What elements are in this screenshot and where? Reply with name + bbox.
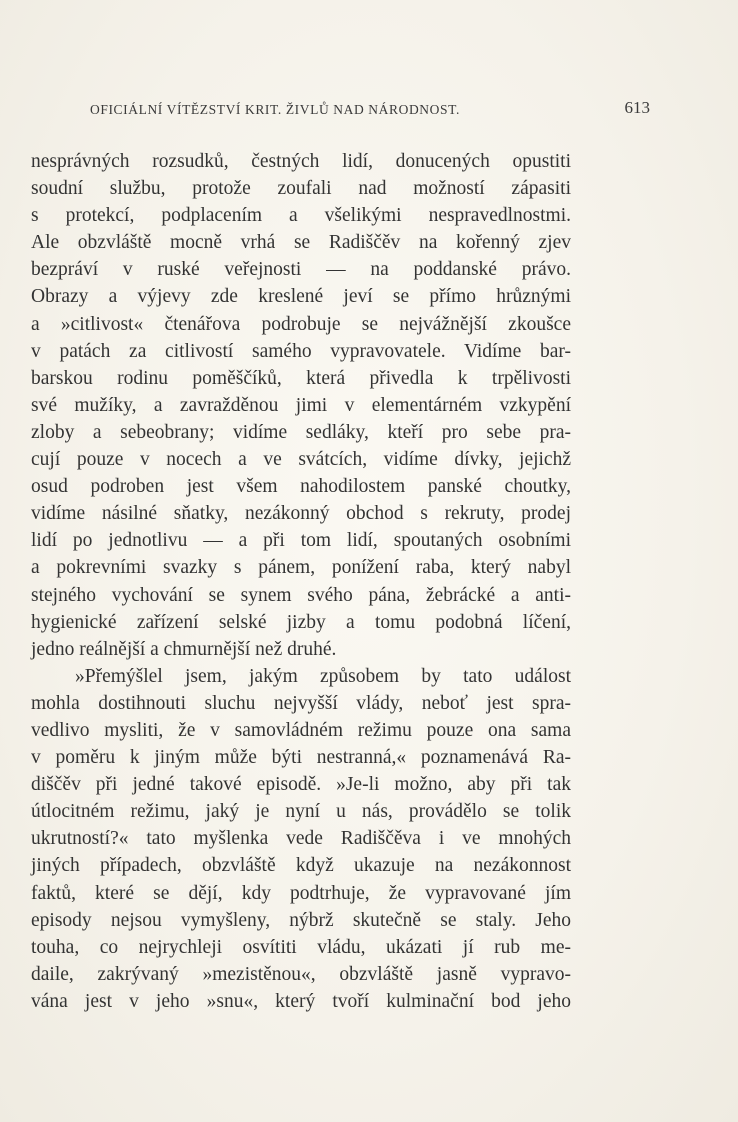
text-line: s protekcí, podplacením a všelikými nespravedlnostmi.: [31, 205, 571, 227]
text-line: mohla dostihnouti sluchu nejvyšší vlády, neboť jest spra-: [31, 692, 571, 714]
text-line: touha, co nejrychleji osvítiti vládu, ukázati jí rub me-: [31, 936, 571, 958]
text-line: v poměru k jiným může býti nestranná,« poznamenává Ra-: [31, 747, 571, 769]
text-line: a pokrevními svazky s pánem, ponížení raba, který nabyl: [31, 557, 571, 579]
text-line: Obrazy a výjevy zde kreslené jeví se přímo hrůznými: [31, 286, 571, 308]
paragraph-2: [31, 663, 571, 1015]
text-line: vidíme násilné sňatky, nezákonný obchod s rekruty, prodej: [31, 503, 571, 525]
text-line: episody nejsou vymyšleny, nýbrž skutečně se staly. Jeho: [31, 909, 571, 931]
text-line: jiných případech, obzvláště když ukazuje na nezákonnost: [31, 855, 571, 877]
text-line: v patách za citlivostí samého vypravovatele. Vidíme bar-: [31, 340, 571, 362]
text-line: nesprávných rozsudků, čestných lidí, donucených opustiti: [31, 151, 571, 172]
text-line: Ale obzvláště mocně vrhá se Radiščěv na kořenný zjev: [31, 232, 571, 254]
text-line: a »citlivost« čtenářova podrobuje se nejvážnější zkoušce: [31, 313, 571, 335]
text-line: vána jest v jeho »snu«, který tvoří kulminační bod jeho: [31, 990, 571, 1012]
paragraph-1: [31, 148, 571, 663]
text-line: stejného vychování se synem svého pána, žebrácké a anti-: [31, 584, 571, 606]
text-line: útlocitném režimu, jaký je nyní u nás, provádělo se tolik: [31, 801, 571, 823]
text-line: lidí po jednotlivu — a při tom lidí, spoutaných osobními: [31, 530, 571, 552]
text-line: cují pouze v nocech a ve svátcích, vidíme dívky, jejichž: [31, 449, 571, 471]
text-line: zloby a sebeobrany; vidíme sedláky, kteří pro sebe pra-: [31, 421, 571, 443]
text-line: faktů, které se dějí, kdy podtrhuje, že vypravované jím: [31, 882, 571, 904]
page-number: 613: [624, 98, 650, 117]
text-line: diščěv při jedné takové episodě. »Je-li možno, aby při tak: [31, 774, 571, 796]
text-line: soudní službu, protože zoufali nad možností zápasiti: [31, 178, 571, 200]
text-line: osud podroben jest všem nahodilostem panské choutky,: [31, 476, 571, 498]
text-line: jedno reálnější a chmurnější než druhé.: [31, 638, 337, 660]
text-line: své mužíky, a zavražděnou jimi v elementárném vzkypění: [31, 394, 571, 416]
running-title: OFICIÁLNÍ VÍTĚZSTVÍ KRIT. ŽIVLŮ NAD NÁRODNOST.: [90, 102, 460, 117]
text-line: »Přemýšlel jsem, jakým způsobem by tato událost: [75, 665, 571, 687]
text-line: daile, zakrývaný »mezistěnou«, obzvláště jasně vypravo-: [31, 963, 571, 985]
text-line: hygienické zařízení selské jizby a tomu podobná líčení,: [31, 611, 571, 633]
text-line: vedlivo mysliti, že v samovládném režimu pouze ona sama: [31, 719, 571, 741]
text-line: ukrutností?« tato myšlenka vede Radiščěva i ve mnohých: [31, 828, 571, 850]
text-line: barskou rodinu poměščíků, která přivedla k trpělivosti: [31, 367, 571, 389]
body-text: [31, 148, 571, 1015]
page-header: [90, 98, 650, 128]
text-line: bezpráví v ruské veřejnosti — na poddanské právo.: [31, 259, 571, 281]
